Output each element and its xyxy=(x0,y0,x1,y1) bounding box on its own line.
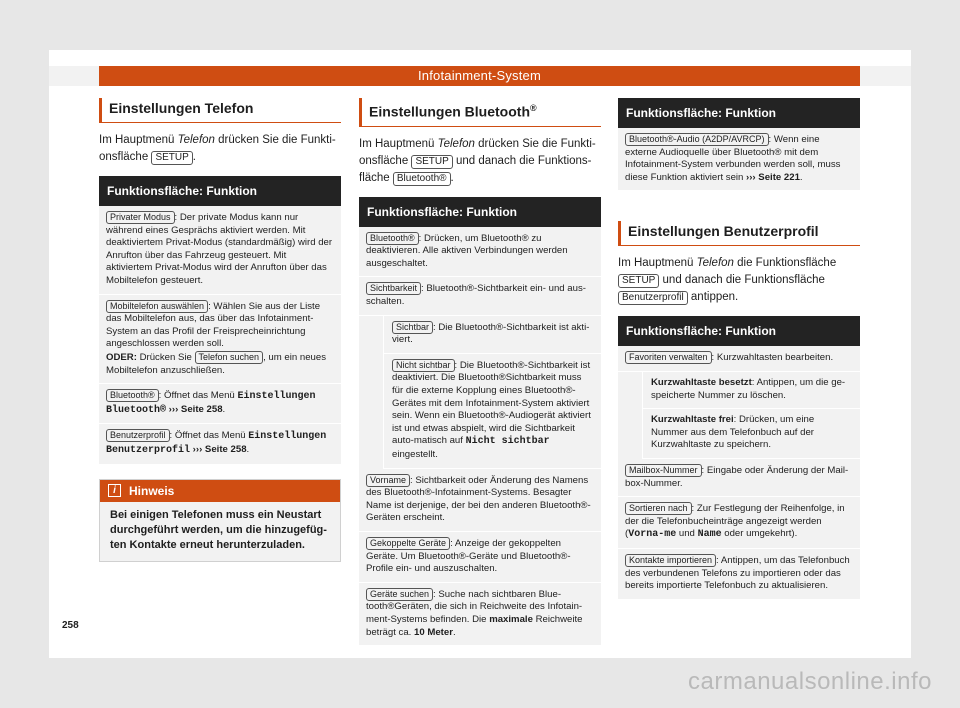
setting-value: Name xyxy=(697,529,722,541)
intro-text: und danach die Funktions-fläche xyxy=(359,154,592,184)
oder-label: ODER: xyxy=(106,351,137,363)
intro-italic: Telefon xyxy=(177,134,215,146)
favoriten-verwalten-key: Favoriten verwalten xyxy=(625,351,712,364)
title-text: Einstellungen Bluetooth xyxy=(369,103,530,120)
telefon-suchen-key: Telefon suchen xyxy=(195,351,264,364)
intro-text: Im Hauptmenü xyxy=(359,137,438,150)
row-text: : Eingabe oder Änderung der Mail-box-Nummer. xyxy=(625,464,849,489)
row-text: : Bluetooth®-Sichtbarkeit ein- und aus-schalten. xyxy=(366,283,586,308)
sichtbar-key: Sichtbar xyxy=(392,321,433,334)
bold-text: Kurzwahltaste frei xyxy=(651,414,734,426)
row-text: : Sichtbarkeit oder Änderung des Namens des Bluetooth®-Infotainment-Systems. Besagter Name ist derjenige, der bei den anderen Bluetooth®-Geräten erscheint. xyxy=(366,474,591,524)
row-text: : Wenn eine externe Audioquelle über Bluetooth® mit dem Infotainment-System verbunden werden soll, muss diese Funktion aktiviert sein xyxy=(625,134,841,183)
row-text: : Anzeige der gekoppelten Geräte. Um Bluetooth®-Geräte und Bluetooth®-Profile ein- und auszuschalten. xyxy=(366,537,571,575)
setting-value: Nicht sichtbar xyxy=(465,436,550,448)
bluetooth-key: Bluetooth® xyxy=(366,232,419,245)
bold-text: maximale xyxy=(489,613,533,625)
row-text: : Antippen, um das Telefonbuch des verbundenen Telefons zu importieren oder das bereits importierte Telefonbuch zu aktualisieren. xyxy=(625,554,850,592)
function-table-telefon xyxy=(99,176,341,465)
sichtbarkeit-key: Sichtbarkeit xyxy=(366,282,421,295)
row-text: und xyxy=(676,528,698,540)
row-text: , um ein neues Mobiltelefon anzuschließen. xyxy=(106,351,326,376)
intro-text: drücken Sie die Funkti-onsfläche xyxy=(99,134,336,163)
geraete-suchen-key: Geräte suchen xyxy=(366,588,433,601)
section-title-benutzerprofil: Einstellungen Benutzerprofil xyxy=(618,221,860,246)
privater-modus-key: Privater Modus xyxy=(106,211,175,224)
benutzerprofil-key: Benutzerprofil xyxy=(106,429,170,442)
section-title-telefon: Einstellungen Telefon xyxy=(99,98,341,123)
row-text: : Suche nach sichtbaren Blue-tooth®Geräten, die sich in Reichweite des Infotain-ment-Systems befinden. Die xyxy=(366,588,583,625)
intro-telefon xyxy=(99,132,341,166)
intro-text: Im Hauptmenü xyxy=(618,257,697,270)
section-title-bluetooth xyxy=(359,98,601,127)
intro-italic: Telefon xyxy=(696,257,734,270)
setup-key: SETUP xyxy=(151,151,192,165)
table-row xyxy=(642,372,860,409)
row-text: : Zur Festlegung der Reihenfolge, in der die Telefonbucheinträge angezeigt werden ( xyxy=(625,503,845,540)
watermark: carmanualsonline.info xyxy=(688,668,932,695)
table-row xyxy=(618,459,860,497)
row-text: : Drücken, um Bluetooth® zu deaktivieren. Alle aktiven Verbindungen werden ausgeschaltet. xyxy=(366,232,568,269)
row-text: Reichweite beträgt ca. xyxy=(366,613,583,638)
row-text: : Öffnet das Menü xyxy=(158,390,238,402)
intro-benutzerprofil xyxy=(618,255,860,306)
page-header: Infotainment-System xyxy=(99,66,860,86)
info-icon: i xyxy=(108,484,121,497)
table-row xyxy=(618,128,860,191)
table-row xyxy=(359,469,601,532)
table-row xyxy=(359,227,601,278)
column-bluetooth xyxy=(359,98,601,646)
mailbox-nummer-key: Mailbox-Nummer xyxy=(625,464,702,477)
column-telefon xyxy=(99,98,341,562)
function-table-bluetooth xyxy=(359,197,601,646)
table-row xyxy=(99,295,341,385)
menu-name: Einstellungen Benutzerprofil xyxy=(106,431,327,456)
mobiltelefon-auswaehlen-key: Mobiltelefon auswählen xyxy=(106,300,208,313)
row-text: : Der private Modus kann nur während eines Gesprächs aktiviert werden. Mit deaktiviertem Privat-Modus (standardmäßig) wird der Anrufton über das Fahrzeug gesteuert. Mit aktiviertem Privat-Modus wird der Anrufton über das Mobiltelefon gesteuert. xyxy=(106,212,333,286)
table-row xyxy=(618,549,860,600)
table-head: Funktionsfläche: Funktion xyxy=(359,197,601,227)
intro-text: . xyxy=(192,151,196,163)
page-ref-link[interactable]: ››› Seite 258 xyxy=(166,403,223,415)
setting-value: Vorna-me xyxy=(628,529,677,541)
row-text: : Drücken, um eine Nummer aus dem Telefonbuch auf der Kurzwahltaste zu speichern. xyxy=(651,414,815,451)
function-table-bluetooth-cont xyxy=(618,98,860,191)
table-row xyxy=(383,316,601,354)
row-text: . xyxy=(222,403,226,415)
title-sup: ® xyxy=(530,103,537,113)
intro-text: die Funktionsfläche xyxy=(733,257,837,270)
page-number: 258 xyxy=(62,620,79,631)
table-row xyxy=(642,409,860,459)
table-row xyxy=(359,277,601,315)
sortieren-nach-key: Sortieren nach xyxy=(625,502,692,515)
bold-text: Kurzwahltaste besetzt xyxy=(651,376,752,388)
kontakte-importieren-key: Kontakte importieren xyxy=(625,554,716,567)
gekoppelte-geraete-key: Gekoppelte Geräte xyxy=(366,537,450,550)
column-benutzerprofil xyxy=(618,98,860,600)
intro-text: und danach die Funktionsfläche xyxy=(659,274,825,287)
row-text: : Die Bluetooth®-Sichtbarkeit ist akti-viert. xyxy=(392,321,590,346)
row-text: oder umgekehrt). xyxy=(721,528,798,540)
table-row xyxy=(359,532,601,583)
row-text: Drücken Sie xyxy=(136,351,195,363)
nicht-sichtbar-key: Nicht sichtbar xyxy=(392,359,455,372)
table-head: Funktionsfläche: Funktion xyxy=(99,176,341,206)
hint-text: Bei einigen Telefonen muss ein Neustart durchgeführt werden, um die hinzugefüg-ten Kontakte erneut herunterzuladen. xyxy=(110,508,327,551)
row-text: . xyxy=(246,443,250,455)
row-text: . xyxy=(799,171,803,183)
setup-key: SETUP xyxy=(411,155,452,169)
intro-bluetooth xyxy=(359,136,601,187)
row-text: : Wählen Sie aus der Liste das Mobiltelefon aus, das über das Infotainment-System an das Profil der Freisprecheinrichtung angeschlossen werden soll. xyxy=(106,300,321,350)
hint-title: Hinweis xyxy=(129,483,175,498)
intro-text: . xyxy=(450,171,454,184)
benutzerprofil-key: Benutzerprofil xyxy=(618,291,688,305)
bluetooth-audio-key: Bluetooth®-Audio (A2DP/AVRCP) xyxy=(625,133,769,146)
row-text: : Kurzwahltasten bearbeiten. xyxy=(711,352,834,364)
page-ref-link[interactable]: ››› Seite 221 xyxy=(746,171,800,183)
table-row xyxy=(99,424,341,464)
hint-box xyxy=(99,479,341,562)
intro-text: drücken Sie die Funkti-onsfläche xyxy=(359,137,596,167)
table-head: Funktionsfläche: Funktion xyxy=(618,98,860,128)
row-text: eingestellt. xyxy=(392,448,438,460)
hint-header xyxy=(100,480,340,502)
menu-name: Einstellungen Bluetooth® xyxy=(106,391,316,416)
intro-text: Im Hauptmenü xyxy=(99,134,178,146)
table-head: Funktionsfläche: Funktion xyxy=(618,316,860,346)
row-text: : Antippen, um die ge-speicherte Nummer zu löschen. xyxy=(651,376,846,401)
row-text: : Öffnet das Menü xyxy=(169,430,249,442)
table-row xyxy=(99,206,341,295)
table-row xyxy=(99,384,341,424)
intro-text: antippen. xyxy=(687,291,739,304)
function-table-benutzerprofil xyxy=(618,316,860,599)
bold-text: 10 Meter xyxy=(414,626,453,638)
intro-italic: Telefon xyxy=(437,137,475,150)
setup-key: SETUP xyxy=(618,274,659,288)
row-text: . xyxy=(452,626,456,638)
bluetooth-key: Bluetooth® xyxy=(106,389,159,402)
table-row xyxy=(618,346,860,372)
table-row xyxy=(618,497,860,549)
bluetooth-key: Bluetooth® xyxy=(393,172,451,186)
row-text: : Die Bluetooth®-Sichtbarkeit ist deaktiviert. Die Bluetooth®Sichtbarkeit muss für die externe Kopplung eines Bluetooth®-Gerätes mit dem Infotainment-System aktiviert sein. Wenn ein Bluetooth®-Audiogerät aktiviert ist und etwas abspielt, wird die Sichtbarkeit auto-matisch auf xyxy=(392,359,591,447)
table-row xyxy=(359,583,601,646)
table-row xyxy=(383,354,601,469)
page-ref-link[interactable]: ››› Seite 258 xyxy=(190,443,247,455)
vorname-key: Vorname xyxy=(366,474,410,487)
